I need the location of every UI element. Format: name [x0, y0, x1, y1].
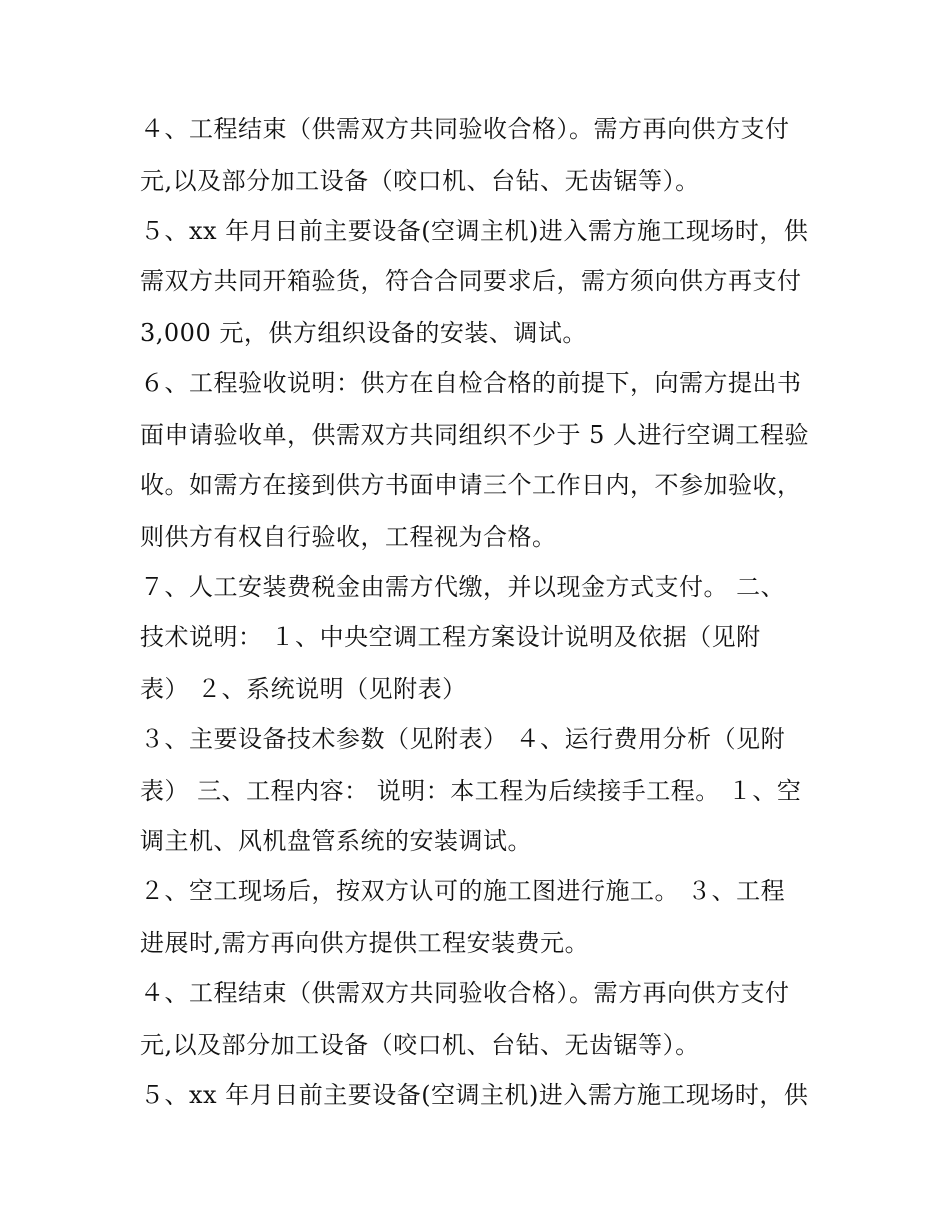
- text-line: ３、主要设备技术参数（见附表） ４、运行费用分析（见附: [140, 725, 786, 753]
- text-line: ２、空工现场后，按双方认可的施工图进行施工。 ３、工程: [140, 877, 786, 905]
- text-line: 元,以及部分加工设备（咬口机、台钻、无齿锯等）。: [140, 167, 700, 195]
- text-line: 进展时,需方再向供方提供工程安装费元。: [140, 929, 590, 957]
- text-line: ５、xx 年月日前主要设备(空调主机)进入需方施工现场时，供: [140, 217, 809, 245]
- text-line: ４、工程结束（供需双方共同验收合格）。需方再向供方支付: [140, 115, 790, 143]
- text-line: 则供方有权自行验收，工程视为合格。: [140, 523, 557, 551]
- text-line: ７、人工安装费税金由需方代缴，并以现金方式支付。 二、: [140, 573, 786, 601]
- text-line: 需双方共同开箱验货，符合合同要求后，需方须向供方再支付: [140, 267, 802, 295]
- text-line: 表） ２、系统说明（见附表）: [140, 675, 467, 703]
- text-line: 3,000 元，供方组织设备的安装、调试。: [140, 319, 587, 347]
- text-line: ５、xx 年月日前主要设备(空调主机)进入需方施工现场时，供: [140, 1081, 809, 1109]
- text-line: 元,以及部分加工设备（咬口机、台钻、无齿锯等）。: [140, 1031, 700, 1059]
- text-line: ４、工程结束（供需双方共同验收合格）。需方再向供方支付: [140, 979, 790, 1007]
- text-line: 表） 三、工程内容： 说明：本工程为后续接手工程。 １、空: [140, 777, 802, 805]
- text-line: 调主机、风机盘管系统的安装调试。: [140, 827, 532, 855]
- text-line: 面申请验收单，供需双方共同组织不少于 5 人进行空调工程验: [140, 421, 810, 449]
- text-line: 技术说明： １、中央空调工程方案设计说明及依据（见附: [140, 623, 761, 651]
- text-line: ６、工程验收说明：供方在自检合格的前提下，向需方提出书: [140, 369, 802, 397]
- text-line: 收。如需方在接到供方书面申请三个工作日内，不参加验收，: [140, 471, 802, 499]
